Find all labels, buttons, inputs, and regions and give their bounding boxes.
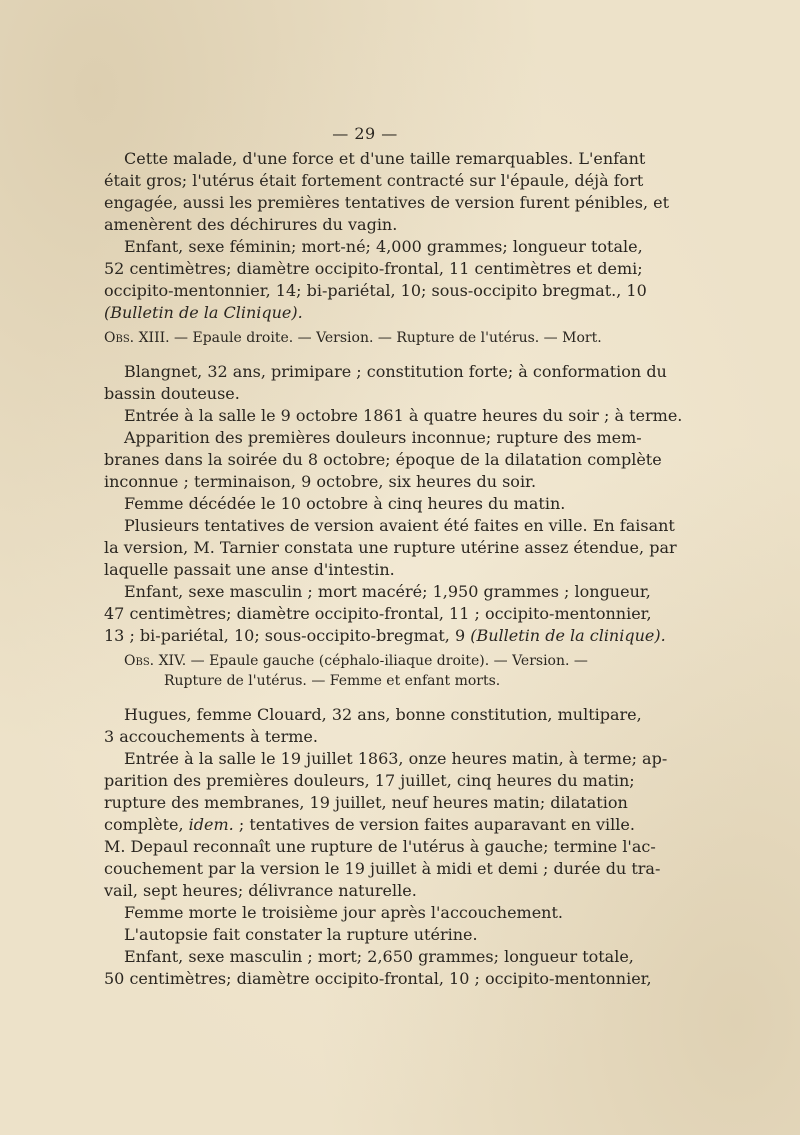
page-number: — 29 — (332, 124, 398, 143)
observation-heading (124, 651, 588, 671)
text-line: Entrée à la salle le 19 juillet 1863, onze heures matin, à terme; ap- (124, 749, 668, 768)
text-line: Femme morte le troisième jour après l'accouchement. (124, 903, 563, 922)
text-line: parition des premières douleurs, 17 juillet, cinq heures du matin; (104, 771, 635, 790)
observation-heading (104, 328, 602, 348)
bulletin-reference: (Bulletin de la Clinique). (104, 303, 303, 322)
text-line: était gros; l'utérus était fortement contracté sur l'épaule, déjà fort (104, 171, 644, 190)
text-line: amenèrent des déchirures du vagin. (104, 215, 398, 234)
text-line: vail, sept heures; délivrance naturelle. (104, 881, 417, 900)
text-line: Entrée à la salle le 9 octobre 1861 à quatre heures du soir ; à terme. (124, 406, 683, 425)
text-line: branes dans la soirée du 8 octobre; époque de la dilatation complète (104, 450, 662, 469)
text-line: Femme décédée le 10 octobre à cinq heures du matin. (124, 494, 566, 513)
text-segment: 13 ; bi-pariétal, 10; sous-occipito-bregmat, 9 (104, 626, 471, 645)
text-line: Cette malade, d'une force et d'une taille remarquables. L'enfant (124, 149, 646, 168)
text-line: 50 centimètres; diamètre occipito-frontal, 10 ; occipito-mentonnier, (104, 969, 652, 988)
text-line (104, 625, 666, 647)
text-line: Enfant, sexe féminin; mort-né; 4,000 grammes; longueur totale, (124, 237, 643, 256)
text-line (104, 814, 635, 836)
observation-label: Obs. XIII. (104, 330, 170, 346)
text-line: Enfant, sexe masculin ; mort macéré; 1,950 grammes ; longueur, (124, 582, 651, 601)
text-line: Blangnet, 32 ans, primipare ; constitution forte; à conformation du (124, 362, 667, 381)
bulletin-reference: (Bulletin de la clinique). (470, 626, 666, 645)
observation-label: Obs. XIV. (124, 653, 187, 669)
text-line: occipito-mentonnier, 14; bi-pariétal, 10; sous-occipito bregmat., 10 (104, 281, 647, 300)
text-line: Apparition des premières douleurs inconnue; rupture des mem- (124, 428, 642, 447)
observation-title: — Epaule gauche (céphalo-iliaque droite). — Version. — (186, 653, 588, 669)
text-italic: idem. (188, 815, 234, 834)
text-line: L'autopsie fait constater la rupture utérine. (124, 925, 478, 944)
text-line: rupture des membranes, 19 juillet, neuf heures matin; dilatation (104, 793, 628, 812)
text-segment: complète, (104, 815, 189, 834)
text-line: Enfant, sexe masculin ; mort; 2,650 grammes; longueur totale, (124, 947, 634, 966)
text-line: la version, M. Tarnier constata une rupture utérine assez étendue, par (104, 538, 677, 557)
observation-title: — Epaule droite. — Version. — Rupture de l'utérus. — Mort. (169, 330, 602, 346)
text-line: bassin douteuse. (104, 384, 240, 403)
text-line: 52 centimètres; diamètre occipito-frontal, 11 centimètres et demi; (104, 259, 643, 278)
text-line: 3 accouchements à terme. (104, 727, 318, 746)
text-line: inconnue ; terminaison, 9 octobre, six heures du soir. (104, 472, 537, 491)
text-line: Hugues, femme Clouard, 32 ans, bonne constitution, multipare, (124, 705, 642, 724)
text-line: M. Depaul reconnaît une rupture de l'utérus à gauche; termine l'ac- (104, 837, 656, 856)
text-line: Plusieurs tentatives de version avaient été faites en ville. En faisant (124, 516, 675, 535)
observation-heading-line2: Rupture de l'utérus. — Femme et enfant morts. (164, 673, 501, 689)
text-line: engagée, aussi les premières tentatives de version furent pénibles, et (104, 193, 670, 212)
text-line: laquelle passait une anse d'intestin. (104, 560, 395, 579)
text-line: 47 centimètres; diamètre occipito-frontal, 11 ; occipito-mentonnier, (104, 604, 652, 623)
text-segment: ; tentatives de version faites auparavant en ville. (233, 815, 635, 834)
text-line: couchement par la version le 19 juillet à midi et demi ; durée du tra- (104, 859, 661, 878)
